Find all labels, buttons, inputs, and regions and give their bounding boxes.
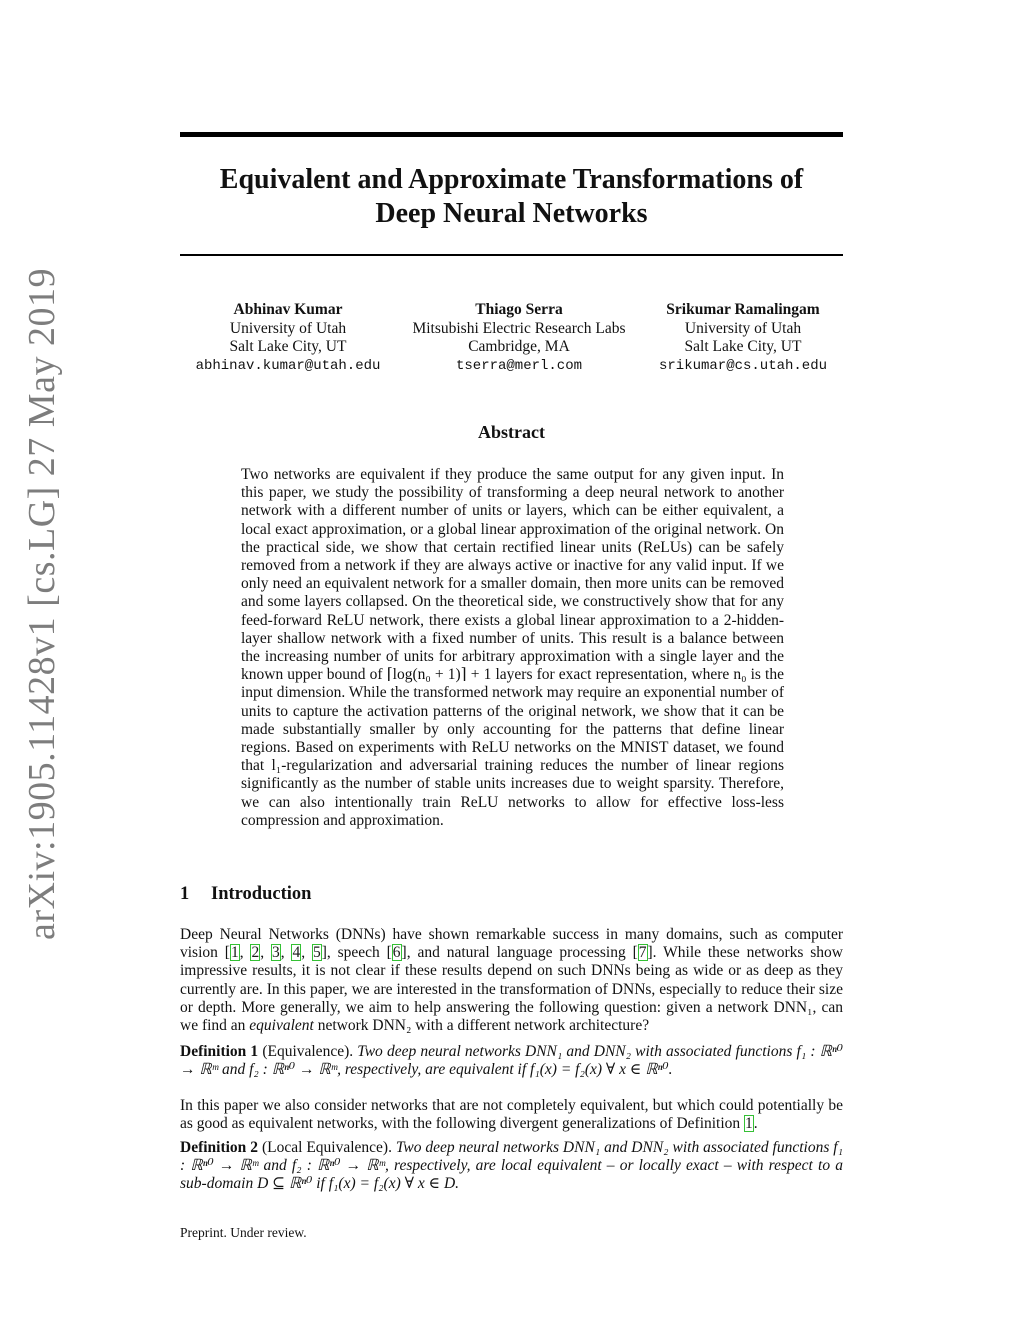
definition-label: Definition 2	[180, 1139, 258, 1156]
definition-reference-link[interactable]: 1	[745, 1115, 753, 1133]
section-title: Introduction	[211, 884, 312, 904]
abstract-heading: Abstract	[478, 422, 545, 442]
text-run: In this paper we also consider networks that are not completely equivalent, but which could potentially be as good as equivalent networks, with the following divergent generalizations of Definition	[180, 1097, 843, 1133]
author-name: Thiago Serra	[475, 301, 563, 318]
title-rule-bottom	[180, 254, 843, 256]
text-run: ]. While these networks show impressive results, it is not clear if these results depend on such DNNs being as wide or as deep as they currently are. In this paper, we are interested in the transformation of DNNs, especially to reduce their size or depth. More generally, we aim to help answering the following question: given a network DNN₁, can we find an	[180, 944, 844, 1035]
author-3	[642, 301, 844, 375]
definition-text: Two deep neural networks DNN₁ and DNN₂ with associated functions f₁ : ℝⁿ⁰ → ℝᵐ and f₂ : ℝⁿ⁰ → ℝᵐ, respectively, are equivalent if f₁(x) = f₂(x) ∀ x ∈ ℝⁿ⁰.	[180, 1043, 843, 1079]
author-name: Srikumar Ramalingam	[666, 301, 820, 318]
citation-link[interactable]: 4	[292, 944, 301, 962]
author-1	[180, 301, 396, 375]
definition-name: (Equivalence).	[258, 1043, 354, 1060]
title-rule-top	[180, 132, 843, 137]
author-affiliation: University of Utah	[684, 319, 802, 337]
text-run: Deep Neural Networks (DNNs) have shown remarkable success in many domains, such as computer vision [	[180, 926, 843, 962]
title-line-1: Equivalent and Approximate Transformations of	[219, 164, 804, 195]
author-email[interactable]: abhinav.kumar@utah.edu	[195, 357, 381, 374]
author-email[interactable]: tserra@merl.com	[455, 357, 583, 374]
arxiv-stamp: arXiv:1905.11428v1 [cs.LG] 27 May 2019	[21, 268, 63, 940]
citation-link[interactable]: 6	[392, 944, 401, 962]
citation-link[interactable]: 1	[230, 944, 239, 962]
text-run: ], and natural language processing [	[401, 944, 638, 962]
intro-paragraph: Deep Neural Networks (DNNs) have shown remarkable success in many domains, such as computer vision [1, 2, 3, 4, 5], speech [6], and natural language processing [7]. While these networks show impressive results, it is not clear if these results depend on such DNNs being as wide or as deep as they currently are. In this paper, we are interested in the transformation of DNNs, especially to reduce their size or depth. More generally, we aim to help answering the following question: given a network DNN₁, can we find an equivalent network DNN₂ with a different network architecture?	[180, 926, 844, 1035]
definition-1	[180, 1043, 843, 1079]
definition-label: Definition 1	[180, 1043, 259, 1060]
text-run: network DNN₂ with a different network architecture?	[313, 1017, 650, 1035]
author-location: Salt Lake City, UT	[229, 338, 347, 355]
title-line-2: Deep Neural Networks	[375, 198, 648, 229]
citation-link[interactable]: 5	[312, 944, 321, 962]
author-name: Abhinav Kumar	[233, 301, 343, 318]
paragraph-generalizations	[180, 1097, 843, 1133]
definition-text: Two deep neural networks DNN₁ and DNN₂ with associated functions f₁ : ℝⁿ⁰ → ℝᵐ and f₂ : ℝⁿ⁰ → ℝᵐ, respectively, are local equivalent – or locally exact – with respect to a sub-domain D ⊆ ℝⁿ⁰ if f₁(x) = f₂(x) ∀ x ∈ D.	[180, 1139, 843, 1193]
author-affiliation: Mitsubishi Electric Research Labs	[412, 319, 626, 337]
text-run: ], speech [	[321, 944, 392, 962]
definition-2	[180, 1139, 843, 1194]
definition-name: (Local Equivalence).	[258, 1139, 392, 1156]
text-run: .	[753, 1115, 758, 1133]
section-heading-introduction	[180, 884, 311, 905]
emphasis-text: equivalent	[249, 1017, 314, 1035]
author-location: Cambridge, MA	[468, 338, 570, 355]
preprint-footer: Preprint. Under review.	[180, 1225, 307, 1240]
abstract-text: Two networks are equivalent if they produce the same output for any given input. In this paper, we study the possibility of transforming a deep neural network to another network with a different number of units or layers, which can be either equivalent, a local exact approximation, or a global linear approximation of the original network. On the practical side, we show that certain rectified linear units (ReLUs) can be safely removed from a network if they are always active or inactive for any valid input. If we only need an equivalent network for a smaller domain, then more units can be removed and some layers collapsed. On the theoretical side, we constructively show that for any feed-forward ReLU network, there exists a global linear approximation to a 2-hidden-layer shallow network with a fixed number of units. This result is a balance between the increasing number of units for arbitrary approximation with a single layer and the known upper bound of ⌈log(n₀ + 1)⌉ + 1 layers for exact representation, where n₀ is the input dimension. While the transformed network may require an exponential number of units to capture the activation patterns of the original network, we show that it can be made substantially smaller by only accounting for the patterns that define linear regions. Based on experiments with ReLU networks on the MNIST dataset, we found that l₁-regularization and adversarial training reduces the number of linear regions significantly as the number of stable units increases due to weight sparsity. Therefore, we can also intentionally train ReLU networks to allow for effective loss-less compression and approximation.	[241, 466, 784, 829]
author-email[interactable]: srikumar@cs.utah.edu	[658, 357, 828, 374]
citation-link[interactable]: 2	[251, 944, 260, 962]
citation-link[interactable]: 3	[271, 944, 280, 962]
author-affiliation: University of Utah	[229, 319, 347, 337]
citation-link[interactable]: 7	[638, 944, 647, 962]
paper-title	[180, 163, 843, 231]
section-number: 1	[180, 884, 190, 904]
author-2	[396, 301, 642, 375]
author-location: Salt Lake City, UT	[684, 338, 802, 355]
